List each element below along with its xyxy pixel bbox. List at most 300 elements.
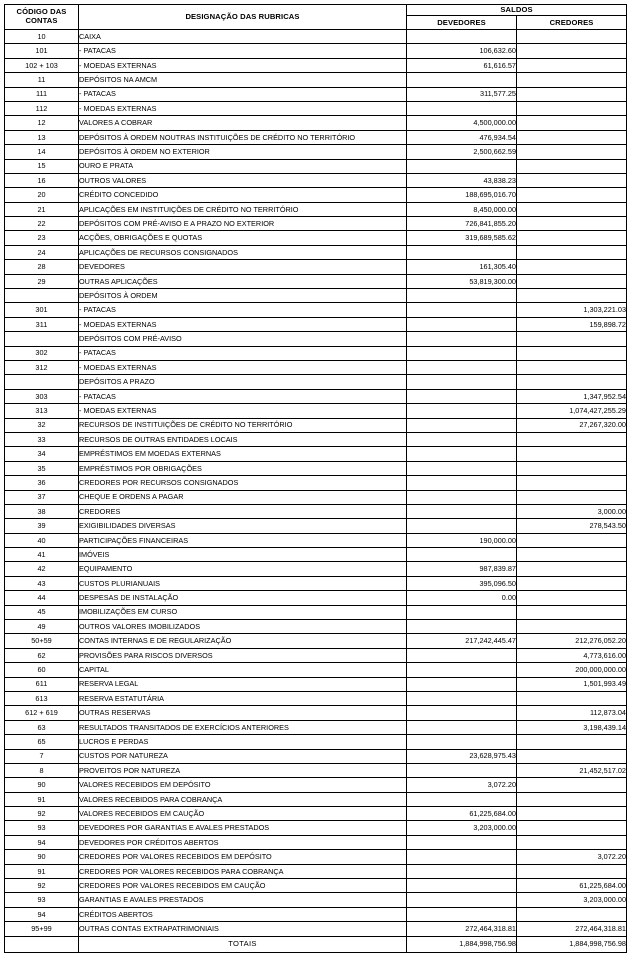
row-credores xyxy=(517,231,627,245)
table-row xyxy=(5,231,627,245)
row-credores: 112,873.04 xyxy=(517,706,627,720)
row-credores xyxy=(517,346,627,360)
row-code: 63 xyxy=(5,720,79,734)
row-code: 15 xyxy=(5,159,79,173)
row-credores: 272,464,318.81 xyxy=(517,922,627,936)
row-code: 93 xyxy=(5,821,79,835)
row-devedores xyxy=(407,447,517,461)
row-devedores xyxy=(407,346,517,360)
row-code: 112 xyxy=(5,101,79,115)
table-row xyxy=(5,907,627,921)
row-credores: 3,000.00 xyxy=(517,504,627,518)
row-code: 302 xyxy=(5,346,79,360)
row-description: - MOEDAS EXTERNAS xyxy=(79,317,407,331)
table-row xyxy=(5,260,627,274)
table-row xyxy=(5,879,627,893)
row-credores xyxy=(517,476,627,490)
row-devedores: 23,628,975.43 xyxy=(407,749,517,763)
row-code: 91 xyxy=(5,864,79,878)
row-description: DEVEDORES POR GARANTIAS E AVALES PRESTADOS xyxy=(79,821,407,835)
row-credores: 3,198,439.14 xyxy=(517,720,627,734)
row-description: RECURSOS DE OUTRAS ENTIDADES LOCAIS xyxy=(79,432,407,446)
row-code: 65 xyxy=(5,735,79,749)
row-code: 50+59 xyxy=(5,634,79,648)
row-code: 37 xyxy=(5,490,79,504)
row-code: 23 xyxy=(5,231,79,245)
row-credores xyxy=(517,188,627,202)
row-description: - PATACAS xyxy=(79,389,407,403)
row-devedores xyxy=(407,864,517,878)
row-devedores xyxy=(407,720,517,734)
row-description: VALORES A COBRAR xyxy=(79,116,407,130)
row-code: 612 + 619 xyxy=(5,706,79,720)
row-credores xyxy=(517,332,627,346)
row-code: 44 xyxy=(5,591,79,605)
row-credores: 4,773,616.00 xyxy=(517,648,627,662)
table-row xyxy=(5,821,627,835)
table-row xyxy=(5,418,627,432)
row-description: - PATACAS xyxy=(79,303,407,317)
row-credores xyxy=(517,116,627,130)
table-row xyxy=(5,749,627,763)
row-description: RESERVA ESTATUTÁRIA xyxy=(79,691,407,705)
table-row xyxy=(5,504,627,518)
row-description: APLICAÇÕES EM INSTITUIÇÕES DE CRÉDITO NO TERRITÓRIO xyxy=(79,202,407,216)
totals-credores: 1,884,998,756.98 xyxy=(517,936,627,952)
row-description: - MOEDAS EXTERNAS xyxy=(79,58,407,72)
row-code: 613 xyxy=(5,691,79,705)
row-credores xyxy=(517,274,627,288)
table-row xyxy=(5,44,627,58)
row-devedores xyxy=(407,605,517,619)
row-description: DEPÓSITOS À ORDEM NO EXTERIOR xyxy=(79,145,407,159)
row-credores xyxy=(517,73,627,87)
row-code: 32 xyxy=(5,418,79,432)
table-row xyxy=(5,605,627,619)
row-credores xyxy=(517,87,627,101)
row-code: 29 xyxy=(5,274,79,288)
row-description: PROVEITOS POR NATUREZA xyxy=(79,763,407,777)
row-devedores: 61,225,684.00 xyxy=(407,807,517,821)
header-row-saldos xyxy=(5,5,627,16)
row-code: 91 xyxy=(5,792,79,806)
header-credores: CREDORES xyxy=(517,16,627,30)
row-devedores xyxy=(407,418,517,432)
row-description: CRÉDITOS ABERTOS xyxy=(79,907,407,921)
table-row xyxy=(5,620,627,634)
table-row xyxy=(5,245,627,259)
table-body xyxy=(5,30,627,953)
table-row xyxy=(5,807,627,821)
row-devedores xyxy=(407,648,517,662)
table-row xyxy=(5,677,627,691)
row-code: 12 xyxy=(5,116,79,130)
row-code: 39 xyxy=(5,519,79,533)
row-code: 21 xyxy=(5,202,79,216)
row-description: - PATACAS xyxy=(79,346,407,360)
row-code: 94 xyxy=(5,835,79,849)
row-description: DEVEDORES xyxy=(79,260,407,274)
row-credores xyxy=(517,130,627,144)
row-devedores xyxy=(407,476,517,490)
row-code: 20 xyxy=(5,188,79,202)
row-devedores: 106,632.60 xyxy=(407,44,517,58)
row-code: 13 xyxy=(5,130,79,144)
header-codigo-contas xyxy=(5,5,79,30)
row-code xyxy=(5,332,79,346)
row-description: IMOBILIZAÇÕES EM CURSO xyxy=(79,605,407,619)
row-description: OUTROS VALORES xyxy=(79,173,407,187)
row-description: EMPRÉSTIMOS POR OBRIGAÇÕES xyxy=(79,461,407,475)
table-row xyxy=(5,58,627,72)
row-description: OUTRAS CONTAS EXTRAPATRIMONIAIS xyxy=(79,922,407,936)
row-description: OURO E PRATA xyxy=(79,159,407,173)
row-code: 42 xyxy=(5,562,79,576)
row-code: 301 xyxy=(5,303,79,317)
totals-spacer xyxy=(5,936,79,952)
row-devedores xyxy=(407,404,517,418)
table-row xyxy=(5,893,627,907)
table-row xyxy=(5,217,627,231)
row-code: 102 + 103 xyxy=(5,58,79,72)
table-row xyxy=(5,87,627,101)
row-credores: 1,303,221.03 xyxy=(517,303,627,317)
table-row xyxy=(5,476,627,490)
row-devedores: 319,689,585.62 xyxy=(407,231,517,245)
row-devedores xyxy=(407,893,517,907)
row-description: DEPÓSITOS A PRAZO xyxy=(79,375,407,389)
row-credores xyxy=(517,533,627,547)
row-description: ACÇÕES, OBRIGAÇÕES E QUOTAS xyxy=(79,231,407,245)
row-code: 90 xyxy=(5,778,79,792)
row-code: 95+99 xyxy=(5,922,79,936)
row-description: RECURSOS DE INSTITUIÇÕES DE CRÉDITO NO TERRITÓRIO xyxy=(79,418,407,432)
row-code: 35 xyxy=(5,461,79,475)
totals-devedores: 1,884,998,756.98 xyxy=(407,936,517,952)
row-code xyxy=(5,375,79,389)
table-row xyxy=(5,792,627,806)
row-description: GARANTIAS E AVALES PRESTADOS xyxy=(79,893,407,907)
row-code: 311 xyxy=(5,317,79,331)
row-credores xyxy=(517,749,627,763)
table-row xyxy=(5,490,627,504)
table-row xyxy=(5,648,627,662)
table-header xyxy=(5,5,627,30)
row-devedores xyxy=(407,792,517,806)
row-code: 16 xyxy=(5,173,79,187)
row-devedores xyxy=(407,677,517,691)
row-description: DEPÓSITOS COM PRÉ-AVISO xyxy=(79,332,407,346)
table-row xyxy=(5,447,627,461)
row-devedores xyxy=(407,101,517,115)
row-code: 22 xyxy=(5,217,79,231)
table-row xyxy=(5,30,627,44)
row-description: PARTICIPAÇÕES FINANCEIRAS xyxy=(79,533,407,547)
row-credores xyxy=(517,30,627,44)
totals-row xyxy=(5,936,627,952)
row-credores xyxy=(517,605,627,619)
table-row xyxy=(5,835,627,849)
table-row xyxy=(5,519,627,533)
table-row xyxy=(5,706,627,720)
table-row xyxy=(5,130,627,144)
row-code: 28 xyxy=(5,260,79,274)
row-description: CUSTOS PLURIANUAIS xyxy=(79,576,407,590)
row-description: - PATACAS xyxy=(79,87,407,101)
row-credores xyxy=(517,562,627,576)
row-credores: 278,543.50 xyxy=(517,519,627,533)
row-code: 94 xyxy=(5,907,79,921)
row-credores xyxy=(517,260,627,274)
table-row xyxy=(5,274,627,288)
row-description: DEPÓSITOS COM PRÉ-AVISO E A PRAZO NO EXTERIOR xyxy=(79,217,407,231)
table-row xyxy=(5,332,627,346)
row-code: 34 xyxy=(5,447,79,461)
row-credores xyxy=(517,217,627,231)
row-credores xyxy=(517,432,627,446)
row-credores: 3,203,000.00 xyxy=(517,893,627,907)
table-row xyxy=(5,922,627,936)
row-devedores xyxy=(407,735,517,749)
row-description: CREDORES POR VALORES RECEBIDOS PARA COBRANÇA xyxy=(79,864,407,878)
header-saldos: SALDOS xyxy=(407,5,627,16)
row-credores xyxy=(517,620,627,634)
totals-label: TOTAIS xyxy=(79,936,407,952)
row-credores: 61,225,684.00 xyxy=(517,879,627,893)
table-row xyxy=(5,159,627,173)
row-devedores: 190,000.00 xyxy=(407,533,517,547)
row-devedores: 726,841,855.20 xyxy=(407,217,517,231)
row-code: 49 xyxy=(5,620,79,634)
row-devedores: 476,934.54 xyxy=(407,130,517,144)
row-description: EXIGIBILIDADES DIVERSAS xyxy=(79,519,407,533)
row-code: 11 xyxy=(5,73,79,87)
row-devedores xyxy=(407,303,517,317)
header-codigo-line1: CÓDIGO DAS xyxy=(16,7,67,17)
row-devedores xyxy=(407,159,517,173)
row-code: 313 xyxy=(5,404,79,418)
row-description: DEPÓSITOS À ORDEM NOUTRAS INSTITUIÇÕES DE CRÉDITO NO TERRITÓRIO xyxy=(79,130,407,144)
row-devedores: 987,839.87 xyxy=(407,562,517,576)
table-row xyxy=(5,533,627,547)
table-row xyxy=(5,73,627,87)
row-devedores xyxy=(407,620,517,634)
row-credores xyxy=(517,159,627,173)
row-credores xyxy=(517,101,627,115)
row-description: VALORES RECEBIDOS EM DEPÓSITO xyxy=(79,778,407,792)
row-code: 41 xyxy=(5,548,79,562)
row-credores xyxy=(517,375,627,389)
row-code: 45 xyxy=(5,605,79,619)
table-row xyxy=(5,360,627,374)
row-devedores: 161,305.40 xyxy=(407,260,517,274)
row-credores xyxy=(517,173,627,187)
row-description: CREDORES POR VALORES RECEBIDOS EM CAUÇÃO xyxy=(79,879,407,893)
row-description: DESPESAS DE INSTALAÇÃO xyxy=(79,591,407,605)
row-code xyxy=(5,289,79,303)
table-row xyxy=(5,691,627,705)
row-devedores xyxy=(407,375,517,389)
row-code: 40 xyxy=(5,533,79,547)
row-code: 111 xyxy=(5,87,79,101)
row-description: OUTROS VALORES IMOBILIZADOS xyxy=(79,620,407,634)
row-description: - MOEDAS EXTERNAS xyxy=(79,404,407,418)
row-description: OUTRAS APLICAÇÕES xyxy=(79,274,407,288)
row-credores xyxy=(517,591,627,605)
row-description: - MOEDAS EXTERNAS xyxy=(79,360,407,374)
row-credores: 200,000,000.00 xyxy=(517,663,627,677)
row-code: 62 xyxy=(5,648,79,662)
row-code: 92 xyxy=(5,879,79,893)
row-description: CREDORES xyxy=(79,504,407,518)
row-credores xyxy=(517,691,627,705)
row-credores xyxy=(517,778,627,792)
table-row xyxy=(5,576,627,590)
row-devedores: 43,838.23 xyxy=(407,173,517,187)
row-code: 43 xyxy=(5,576,79,590)
header-designacao: DESIGNAÇÃO DAS RUBRICAS xyxy=(79,5,407,30)
row-credores xyxy=(517,821,627,835)
row-devedores: 8,450,000.00 xyxy=(407,202,517,216)
row-devedores: 61,616.57 xyxy=(407,58,517,72)
row-description: CREDORES POR RECURSOS CONSIGNADOS xyxy=(79,476,407,490)
table-row xyxy=(5,562,627,576)
row-code: 312 xyxy=(5,360,79,374)
row-devedores: 272,464,318.81 xyxy=(407,922,517,936)
row-description: RESERVA LEGAL xyxy=(79,677,407,691)
row-code: 24 xyxy=(5,245,79,259)
row-description: DEVEDORES POR CRÉDITOS ABERTOS xyxy=(79,835,407,849)
row-devedores xyxy=(407,835,517,849)
table-row xyxy=(5,145,627,159)
row-description: IMÓVEIS xyxy=(79,548,407,562)
row-devedores xyxy=(407,389,517,403)
row-devedores xyxy=(407,245,517,259)
row-devedores xyxy=(407,548,517,562)
header-devedores: DEVEDORES xyxy=(407,16,517,30)
row-code: 33 xyxy=(5,432,79,446)
row-description: PROVISÕES PARA RISCOS DIVERSOS xyxy=(79,648,407,662)
row-description: EMPRÉSTIMOS EM MOEDAS EXTERNAS xyxy=(79,447,407,461)
row-credores xyxy=(517,145,627,159)
row-credores xyxy=(517,807,627,821)
row-credores xyxy=(517,907,627,921)
row-devedores: 2,500,662.59 xyxy=(407,145,517,159)
table-row xyxy=(5,548,627,562)
row-code: 14 xyxy=(5,145,79,159)
row-description: CUSTOS POR NATUREZA xyxy=(79,749,407,763)
row-description: DEPÓSITOS NA AMCM xyxy=(79,73,407,87)
table-row xyxy=(5,864,627,878)
header-codigo-line2: CONTAS xyxy=(25,16,58,25)
row-devedores xyxy=(407,289,517,303)
row-credores xyxy=(517,360,627,374)
table-row xyxy=(5,634,627,648)
row-credores xyxy=(517,447,627,461)
table-row xyxy=(5,720,627,734)
table-row xyxy=(5,663,627,677)
row-devedores xyxy=(407,519,517,533)
table-row xyxy=(5,404,627,418)
row-description: - MOEDAS EXTERNAS xyxy=(79,101,407,115)
row-credores xyxy=(517,792,627,806)
row-devedores xyxy=(407,332,517,346)
row-code: 38 xyxy=(5,504,79,518)
row-devedores: 217,242,445.47 xyxy=(407,634,517,648)
row-description: DEPÓSITOS À ORDEM xyxy=(79,289,407,303)
table-row xyxy=(5,173,627,187)
table-row xyxy=(5,303,627,317)
row-devedores xyxy=(407,30,517,44)
row-credores xyxy=(517,202,627,216)
row-credores: 212,276,052.20 xyxy=(517,634,627,648)
row-description: VALORES RECEBIDOS PARA COBRANÇA xyxy=(79,792,407,806)
row-credores xyxy=(517,548,627,562)
row-credores xyxy=(517,58,627,72)
row-code: 36 xyxy=(5,476,79,490)
row-credores xyxy=(517,490,627,504)
row-code: 60 xyxy=(5,663,79,677)
row-devedores: 188,695,016.70 xyxy=(407,188,517,202)
table-row xyxy=(5,202,627,216)
row-code: 303 xyxy=(5,389,79,403)
row-devedores xyxy=(407,461,517,475)
table-row xyxy=(5,778,627,792)
row-credores xyxy=(517,864,627,878)
table-row xyxy=(5,763,627,777)
row-devedores xyxy=(407,360,517,374)
row-code: 93 xyxy=(5,893,79,907)
row-code: 92 xyxy=(5,807,79,821)
row-devedores xyxy=(407,490,517,504)
row-description: CRÉDITO CONCEDIDO xyxy=(79,188,407,202)
row-description: EQUIPAMENTO xyxy=(79,562,407,576)
table-row xyxy=(5,116,627,130)
table-row xyxy=(5,432,627,446)
row-description: APLICAÇÕES DE RECURSOS CONSIGNADOS xyxy=(79,245,407,259)
row-description: CONTAS INTERNAS E DE REGULARIZAÇÃO xyxy=(79,634,407,648)
row-description: CAPITAL xyxy=(79,663,407,677)
row-code: 101 xyxy=(5,44,79,58)
row-credores: 159,898.72 xyxy=(517,317,627,331)
row-credores xyxy=(517,245,627,259)
table-row xyxy=(5,101,627,115)
row-devedores: 311,577.25 xyxy=(407,87,517,101)
row-description: CAIXA xyxy=(79,30,407,44)
table-row xyxy=(5,188,627,202)
row-description: CHEQUE E ORDENS A PAGAR xyxy=(79,490,407,504)
table-row xyxy=(5,591,627,605)
row-code: 10 xyxy=(5,30,79,44)
row-devedores: 53,819,300.00 xyxy=(407,274,517,288)
row-credores: 1,347,952.54 xyxy=(517,389,627,403)
row-description: VALORES RECEBIDOS EM CAUÇÃO xyxy=(79,807,407,821)
table-row xyxy=(5,735,627,749)
row-devedores: 0.00 xyxy=(407,591,517,605)
row-description: - PATACAS xyxy=(79,44,407,58)
row-credores: 1,501,993.49 xyxy=(517,677,627,691)
table-row xyxy=(5,375,627,389)
trial-balance-table xyxy=(4,4,627,953)
row-devedores xyxy=(407,706,517,720)
row-devedores xyxy=(407,763,517,777)
table-row xyxy=(5,389,627,403)
row-credores: 3,072.20 xyxy=(517,850,627,864)
row-devedores xyxy=(407,432,517,446)
row-description: OUTRAS RESERVAS xyxy=(79,706,407,720)
row-credores xyxy=(517,735,627,749)
row-devedores xyxy=(407,879,517,893)
